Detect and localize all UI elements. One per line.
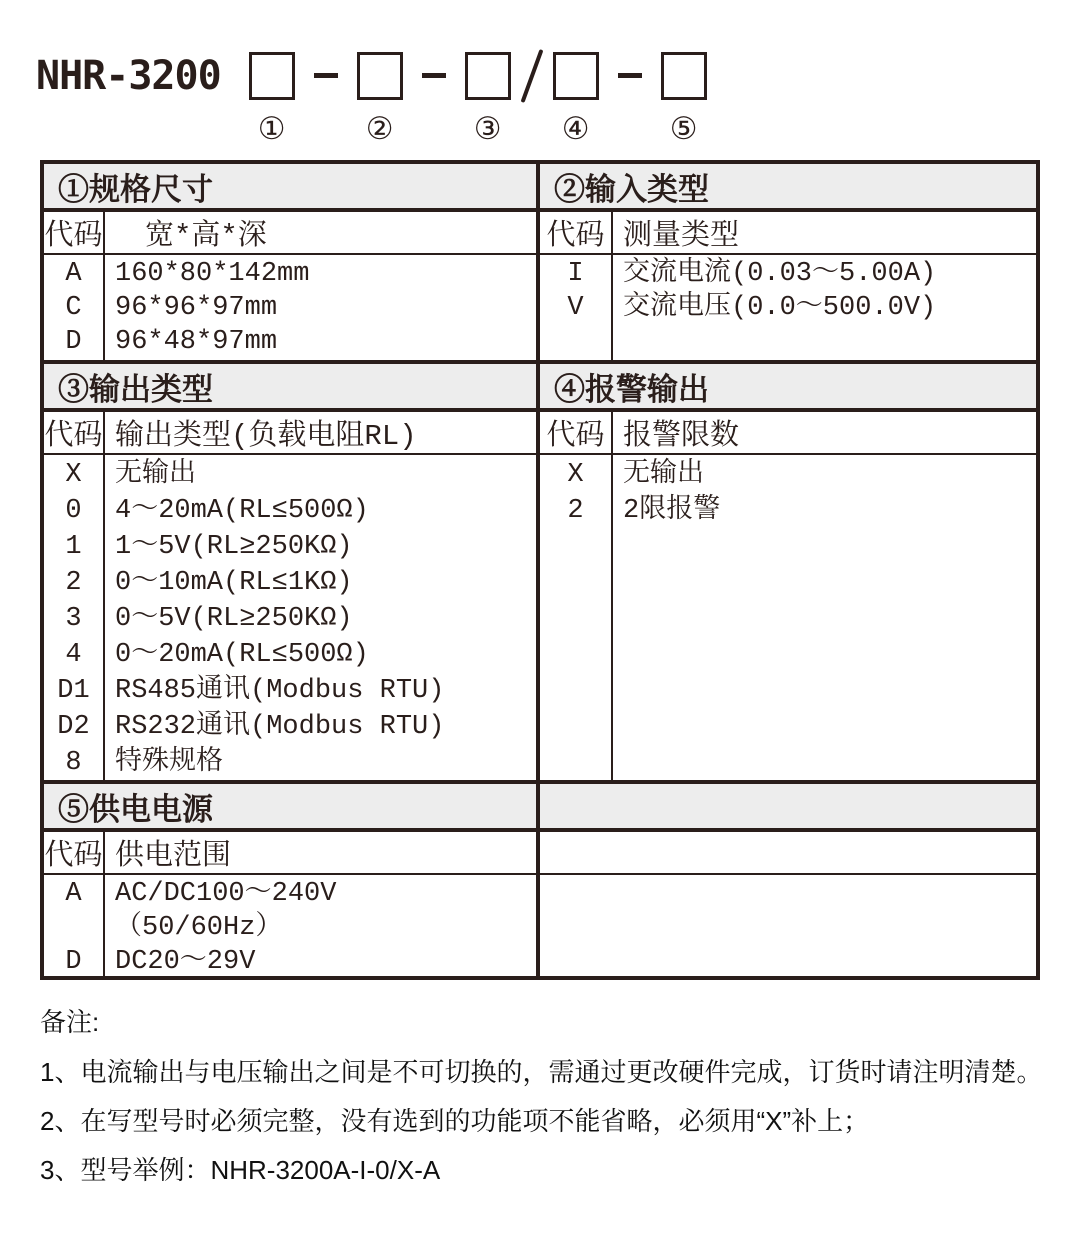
circled-number-4: ④ xyxy=(561,111,590,146)
table-row xyxy=(44,325,536,359)
desc-cell: 交流电流(0.03～5.00A) xyxy=(623,259,937,289)
table-row xyxy=(44,565,536,601)
code-cell: C xyxy=(65,293,82,323)
table-row xyxy=(540,457,1036,493)
table-row xyxy=(44,529,536,565)
circled-number-2: ② xyxy=(365,111,394,146)
code-position-2 xyxy=(357,52,403,145)
slash-separator-icon xyxy=(520,49,543,103)
ordering-spec-table xyxy=(40,160,1040,980)
desc-column-header: 供电范围 xyxy=(115,840,232,873)
code-box-1 xyxy=(249,52,295,100)
code-cell: D1 xyxy=(57,676,90,706)
code-cell: 0 xyxy=(65,496,82,526)
note-item-3: 3、型号举例：NHR-3200A-I-0/X-A xyxy=(40,1155,441,1185)
circled-number-1: ① xyxy=(257,111,286,146)
code-cell: D xyxy=(65,327,82,357)
table-row xyxy=(44,673,536,709)
section-spec-size xyxy=(44,164,536,360)
desc-column-header: 宽*高*深 xyxy=(145,220,267,253)
code-cell: 2 xyxy=(567,496,584,526)
code-cell: A xyxy=(65,879,82,909)
table-row xyxy=(44,911,536,945)
desc-cell: RS232通讯(Modbus RTU) xyxy=(115,712,445,742)
desc-column-header: 报警限数 xyxy=(623,420,740,453)
code-column-header: 代码 xyxy=(44,832,105,873)
dash-separator-icon xyxy=(314,73,338,78)
desc-column-header: 输出类型(负载电阻RL) xyxy=(115,420,417,453)
table-row xyxy=(44,637,536,673)
code-position-3 xyxy=(465,52,511,145)
section-band-alarm-output: ④报警输出 xyxy=(540,364,1036,412)
note-item-2: 2、在写型号时必须完整，没有选到的功能项不能省略，必须用“X”补上； xyxy=(40,1106,870,1136)
table-row-sections-3-4 xyxy=(44,360,1036,780)
code-cell: 1 xyxy=(65,532,82,562)
desc-cell: 0～10mA(RL≤1KΩ) xyxy=(115,568,353,598)
table-row-sections-1-2 xyxy=(44,164,1036,360)
dash-separator-icon xyxy=(422,73,446,78)
section-band-input-type: ②输入类型 xyxy=(540,164,1036,212)
desc-cell: 1～5V(RL≥250KΩ) xyxy=(115,532,353,562)
code-cell: X xyxy=(65,460,82,490)
code-column-header: 代码 xyxy=(540,212,613,253)
code-position-4 xyxy=(553,52,599,145)
section-empty xyxy=(536,784,1036,979)
table-row xyxy=(44,601,536,637)
section-band-output-type: ③输出类型 xyxy=(44,364,536,412)
notes-section xyxy=(40,1006,1054,1203)
subheader-power-supply xyxy=(44,832,536,875)
code-cell: A xyxy=(65,259,82,289)
section-body-input-type xyxy=(540,255,1036,360)
section-body-output-type xyxy=(44,455,536,781)
table-row xyxy=(44,745,536,781)
dash-separator-icon xyxy=(618,73,642,78)
table-row xyxy=(540,291,1036,325)
section-power-supply xyxy=(44,784,536,979)
code-position-5 xyxy=(661,52,707,145)
code-column-header: 代码 xyxy=(540,412,613,453)
code-cell: I xyxy=(567,259,584,289)
empty-body xyxy=(540,875,1036,979)
table-row xyxy=(44,493,536,529)
code-box-4 xyxy=(553,52,599,100)
desc-cell: 无输出 xyxy=(623,460,704,490)
desc-cell: DC20～29V xyxy=(115,947,256,977)
note-item-1: 1、电流输出与电压输出之间是不可切换的，需通过更改硬件完成，订货时请注明清楚。 xyxy=(40,1057,1043,1087)
code-cell: D xyxy=(65,947,82,977)
code-box-3 xyxy=(465,52,511,100)
table-row xyxy=(44,945,536,979)
table-row xyxy=(44,709,536,745)
desc-cell: 交流电压(0.0～500.0V) xyxy=(623,293,937,323)
model-title: NHR-3200 xyxy=(36,53,221,99)
empty-subheader xyxy=(540,832,1036,875)
desc-cell: 4～20mA(RL≤500Ω) xyxy=(115,496,369,526)
desc-cell: 无输出 xyxy=(115,460,196,490)
code-box-5 xyxy=(661,52,707,100)
section-alarm-output xyxy=(536,364,1036,781)
section-body-power-supply xyxy=(44,875,536,979)
desc-cell: RS485通讯(Modbus RTU) xyxy=(115,676,445,706)
subheader-input-type xyxy=(540,212,1036,255)
section-band-power-supply: ⑤供电电源 xyxy=(44,784,536,832)
desc-cell: AC/DC100～240V xyxy=(115,879,337,909)
table-row xyxy=(44,457,536,493)
desc-cell: （50/60Hz） xyxy=(115,913,283,943)
table-row xyxy=(44,291,536,325)
code-cell: 2 xyxy=(65,568,82,598)
code-cell: V xyxy=(567,293,584,323)
circled-number-3: ③ xyxy=(473,111,502,146)
desc-cell: 2限报警 xyxy=(623,496,721,526)
subheader-output-type xyxy=(44,412,536,455)
table-row xyxy=(44,877,536,911)
section-body-spec-size xyxy=(44,255,536,360)
desc-cell: 0～20mA(RL≤500Ω) xyxy=(115,640,369,670)
section-band-spec-size: ①规格尺寸 xyxy=(44,164,536,212)
section-output-type xyxy=(44,364,536,781)
code-cell: 8 xyxy=(65,748,82,778)
subheader-spec-size xyxy=(44,212,536,255)
desc-cell: 特殊规格 xyxy=(115,748,223,778)
table-row-section-5 xyxy=(44,780,1036,976)
table-row xyxy=(540,257,1036,291)
circled-number-5: ⑤ xyxy=(669,111,698,146)
code-cell: D2 xyxy=(57,712,90,742)
code-cell: 3 xyxy=(65,604,82,634)
desc-cell: 160*80*142mm xyxy=(115,259,310,289)
desc-cell: 96*96*97mm xyxy=(115,293,278,323)
desc-cell: 96*48*97mm xyxy=(115,327,278,357)
table-row xyxy=(540,493,1036,529)
code-box-2 xyxy=(357,52,403,100)
code-column-header: 代码 xyxy=(44,412,105,453)
code-column-header: 代码 xyxy=(44,212,105,253)
notes-label: 备注: xyxy=(40,1007,100,1037)
empty-band xyxy=(540,784,1036,832)
desc-column-header: 测量类型 xyxy=(623,220,740,253)
section-input-type xyxy=(536,164,1036,360)
model-code-header xyxy=(36,52,707,145)
code-cell: X xyxy=(567,460,584,490)
code-cell xyxy=(44,911,103,945)
desc-cell: 0～5V(RL≥250KΩ) xyxy=(115,604,353,634)
code-position-1 xyxy=(249,52,295,145)
section-body-alarm-output xyxy=(540,455,1036,781)
subheader-alarm-output xyxy=(540,412,1036,455)
code-cell: 4 xyxy=(65,640,82,670)
table-row xyxy=(44,257,536,291)
